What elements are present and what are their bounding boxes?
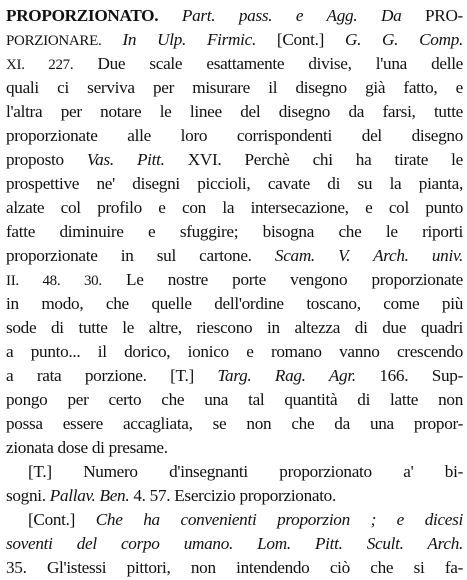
text-segment: 4. 57. Esercizio proporzionato. [129, 486, 336, 505]
citation-italic: Vas. Pitt. [86, 150, 165, 169]
citation-italic: Che ha convenienti proporzion ; e dicesi [95, 510, 463, 529]
text-segment: XVI. Perchè chi ha tirate le [164, 150, 463, 169]
text-segment: proporzionate alle loro corrispondenti del disegno [6, 126, 463, 145]
text-segment [101, 30, 122, 49]
text-line [6, 268, 463, 292]
citation-italic: soventi del corpo umano. Lom. Pitt. Scult. Arch. [6, 534, 463, 553]
text-segment: Due scale esattamente divise, l'una delle [73, 54, 463, 73]
small-caps-reference: PORZIONARE. [6, 33, 102, 49]
text-segment: sode di tutte le altre, riescono in altezza di due quadri [6, 318, 463, 337]
text-line [6, 340, 463, 364]
text-segment: PRO- [401, 6, 463, 25]
text-line [6, 76, 463, 100]
text-line [6, 316, 463, 340]
text-segment: alzate col profilo e con la intersecazione, e col punto [6, 198, 463, 217]
text-line [6, 436, 463, 460]
headword: PROPORZIONATO. [6, 6, 159, 25]
text-line [6, 28, 463, 52]
text-line [6, 220, 463, 244]
text-line [6, 508, 463, 532]
text-segment [158, 6, 182, 25]
citation-italic: Pallav. Ben. [49, 486, 130, 505]
text-segment: l'altra per notare le linee del disegno da farsi, tutte [6, 102, 463, 121]
text-line [6, 148, 463, 172]
text-segment: [Cont.] [28, 510, 96, 529]
text-segment: proporzionate in sul cartone. [6, 246, 275, 265]
text-segment: a rata porzione. [T.] [6, 366, 218, 385]
text-line [6, 196, 463, 220]
text-line [6, 556, 463, 580]
citation-italic: Scam. V. Arch. univ. [274, 246, 463, 265]
dictionary-page [6, 4, 463, 580]
text-segment: proposto [6, 150, 87, 169]
text-segment: prospettive ne' disegni piccioli, cavate di su la pianta, [6, 174, 463, 193]
text-segment: Le nostre porte vengono proporzionate [101, 270, 463, 289]
text-line [6, 388, 463, 412]
citation-italic: G. G. Comp. [344, 30, 463, 49]
text-line [6, 484, 463, 508]
text-segment: a punto... il dorico, ionico e romano vanno crescendo [6, 342, 463, 361]
text-segment: [T.] Numero d'insegnanti proporzionato a' bi- [28, 462, 463, 481]
text-segment: sogni. [6, 486, 50, 505]
text-line [6, 460, 463, 484]
text-line [6, 124, 463, 148]
citation-italic: In Ulp. Firmic. [122, 30, 256, 49]
text-segment: pongo per certo che una tal quantità di latte non [6, 390, 463, 409]
text-line [6, 244, 463, 268]
text-line [6, 292, 463, 316]
text-line [6, 52, 463, 76]
citation-italic: Part. pass. e Agg. Da [181, 6, 402, 25]
text-segment: [Cont.] [255, 30, 345, 49]
small-caps-reference: II. 48. 30. [6, 273, 102, 289]
small-caps-reference: XI. 227. [6, 57, 74, 73]
text-line [6, 4, 463, 28]
text-line [6, 100, 463, 124]
text-segment: in modo, che quelle dell'ordine toscano, come più [6, 294, 463, 313]
dictionary-entry-proporzionato [6, 4, 463, 580]
text-segment: fatte diminuire e sfuggire; bisogna che le riporti [6, 222, 463, 241]
text-segment: possa essere accagliata, se non che da una propor- [6, 414, 463, 433]
text-segment: quali ci serviva per misurare il disegno già fatto, e [6, 78, 463, 97]
text-segment: 166. Sup- [355, 366, 463, 385]
text-line [6, 364, 463, 388]
text-segment: zionata dose di presame. [6, 438, 168, 457]
text-line [6, 412, 463, 436]
text-segment: 35. Gl'istessi pittori, non intendendo ciò che si fa- [6, 558, 463, 577]
citation-italic: Targ. Rag. Agr. [217, 366, 356, 385]
text-line [6, 172, 463, 196]
text-line [6, 532, 463, 556]
